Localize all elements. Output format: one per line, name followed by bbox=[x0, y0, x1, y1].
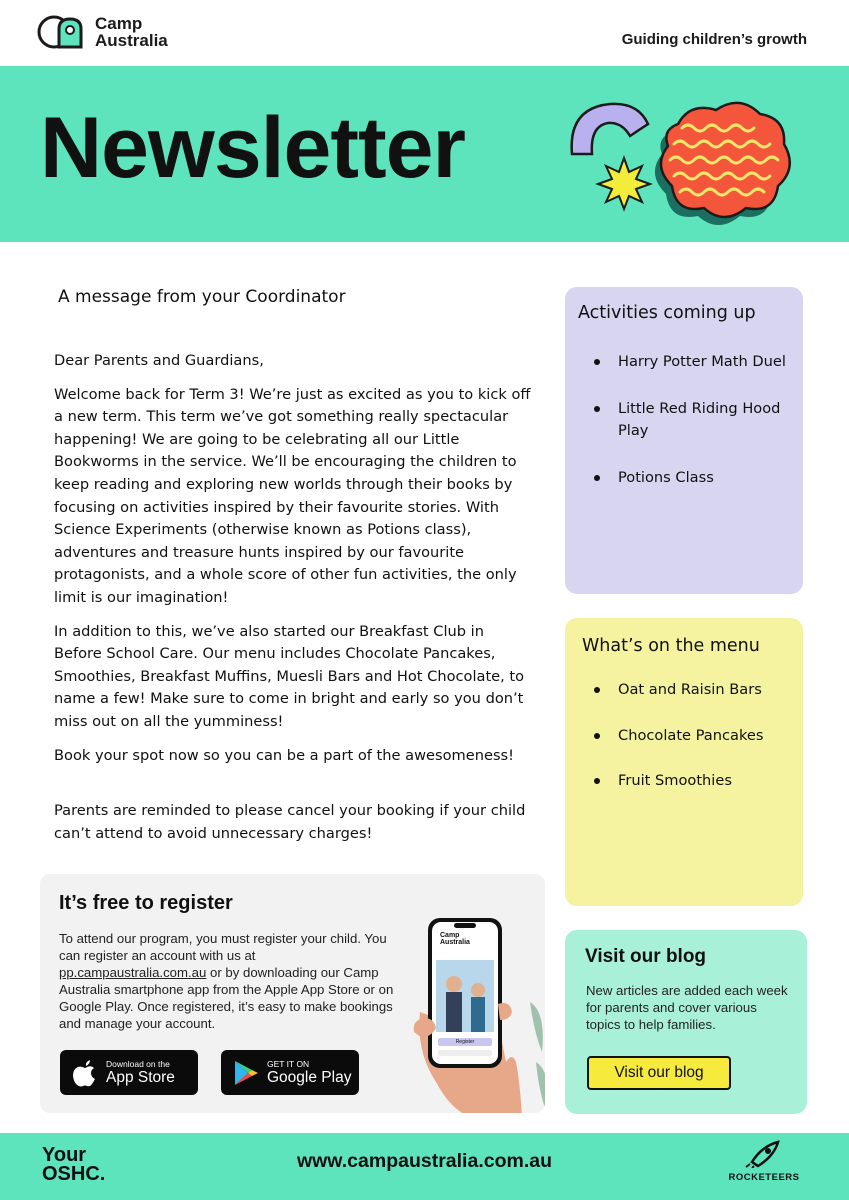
article-paragraph: Book your spot now so you can be a part of the awesomeness! bbox=[54, 746, 514, 764]
website-link[interactable]: www.campaustralia.com.au bbox=[296, 1150, 553, 1172]
google-play-icon bbox=[233, 1059, 259, 1087]
activities-title: Activities coming up bbox=[578, 303, 756, 323]
list-item: Potions Class bbox=[565, 467, 795, 490]
coordinator-message-title: A message from your Coordinator bbox=[58, 287, 346, 307]
coordinator-message bbox=[54, 350, 532, 856]
camp-australia-logo-icon bbox=[37, 15, 89, 49]
register-link[interactable]: pp.campaustralia.com.au bbox=[59, 965, 207, 980]
rocket-icon bbox=[744, 1140, 784, 1168]
app-store-small-text: Download on the bbox=[106, 1058, 170, 1069]
list-item: Oat and Raisin Bars bbox=[565, 679, 795, 702]
blog-description: New articles are added each week for parents and cover various topics to help families. bbox=[586, 983, 788, 1032]
footer-logo-line-2: OSHC. bbox=[42, 1163, 106, 1185]
app-store-label: App Store bbox=[106, 1068, 175, 1086]
register-text-start: To attend our program, you must register your child. You can register an account with us at bbox=[59, 931, 387, 963]
rocketeers-logo bbox=[716, 1140, 812, 1188]
camp-australia-logo[interactable] bbox=[37, 14, 168, 50]
page-title: Newsletter bbox=[40, 100, 465, 196]
decorative-shapes-icon bbox=[560, 96, 800, 226]
phone-logo-line-2: Australia bbox=[440, 939, 470, 946]
visit-blog-button[interactable]: Visit our blog bbox=[587, 1056, 731, 1090]
logo-line-2: Australia bbox=[95, 31, 168, 50]
rocketeers-text: ROCKETEERS bbox=[728, 1172, 800, 1183]
register-text bbox=[59, 930, 399, 1032]
register-title: It’s free to register bbox=[59, 892, 233, 914]
google-play-button[interactable] bbox=[221, 1050, 359, 1095]
menu-title: What’s on the menu bbox=[582, 636, 760, 656]
phone-in-hand-image bbox=[412, 912, 545, 1113]
menu-card bbox=[565, 618, 803, 906]
register-panel bbox=[40, 874, 545, 1113]
phone-logo-line-1: Camp bbox=[440, 932, 460, 939]
logo-line-1: Camp bbox=[95, 14, 143, 33]
phone-register-button: Register bbox=[455, 1039, 475, 1045]
apple-icon bbox=[72, 1058, 98, 1088]
list-item: Harry Potter Math Duel bbox=[565, 351, 795, 374]
article-paragraph: Welcome back for Term 3! We’re just as excited as you to kick off a new term. This term we’ve got something really spectacular happening! We are going to be celebrating all our Little Bookworms in the service. We’ll be encouraging the children to keep reading and exploring new worlds through their books by focusing on activities inspired by their favourite stories. With Science Experiments (otherwise known as Potions class), adventures and treasure hunts inspired by our favourite protagonists, and a whole score of other fun activities, the only limit is our imagination! bbox=[54, 385, 531, 606]
greeting: Dear Parents and Guardians, bbox=[54, 352, 264, 369]
activities-card bbox=[565, 287, 803, 594]
tagline: Guiding children’s growth bbox=[621, 31, 807, 48]
cancellation-reminder: Parents are reminded to please cancel your booking if your child can’t attend to avoid unnecessary charges! bbox=[54, 802, 526, 842]
phone-app-logo bbox=[440, 932, 470, 946]
app-store-button[interactable] bbox=[60, 1050, 198, 1095]
article-paragraph: In addition to this, we’ve also started our Breakfast Club in Before School Care. Our menu includes Chocolate Pancakes, Smoothies, Breakfast Muffins, Muesli Bars and Hot Chocolate, to name a few! Make sure to come in bright and early so you don’t miss out on all the yumminess! bbox=[54, 622, 525, 730]
google-play-small-text: GET IT ON bbox=[267, 1058, 310, 1069]
list-item: Little Red Riding Hood Play bbox=[565, 398, 795, 443]
list-item: Chocolate Pancakes bbox=[565, 725, 795, 748]
blog-title: Visit our blog bbox=[585, 946, 707, 967]
footer-logo-line-1: Your bbox=[42, 1144, 87, 1166]
blog-card bbox=[565, 930, 807, 1114]
google-play-label: Google Play bbox=[267, 1068, 352, 1086]
register-text-end: or by downloading our Camp Australia smartphone app from the Apple App Store or on Google Play. Once registered, it’s easy to make bookings and manage your account. bbox=[59, 965, 394, 1031]
list-item: Fruit Smoothies bbox=[565, 770, 795, 793]
